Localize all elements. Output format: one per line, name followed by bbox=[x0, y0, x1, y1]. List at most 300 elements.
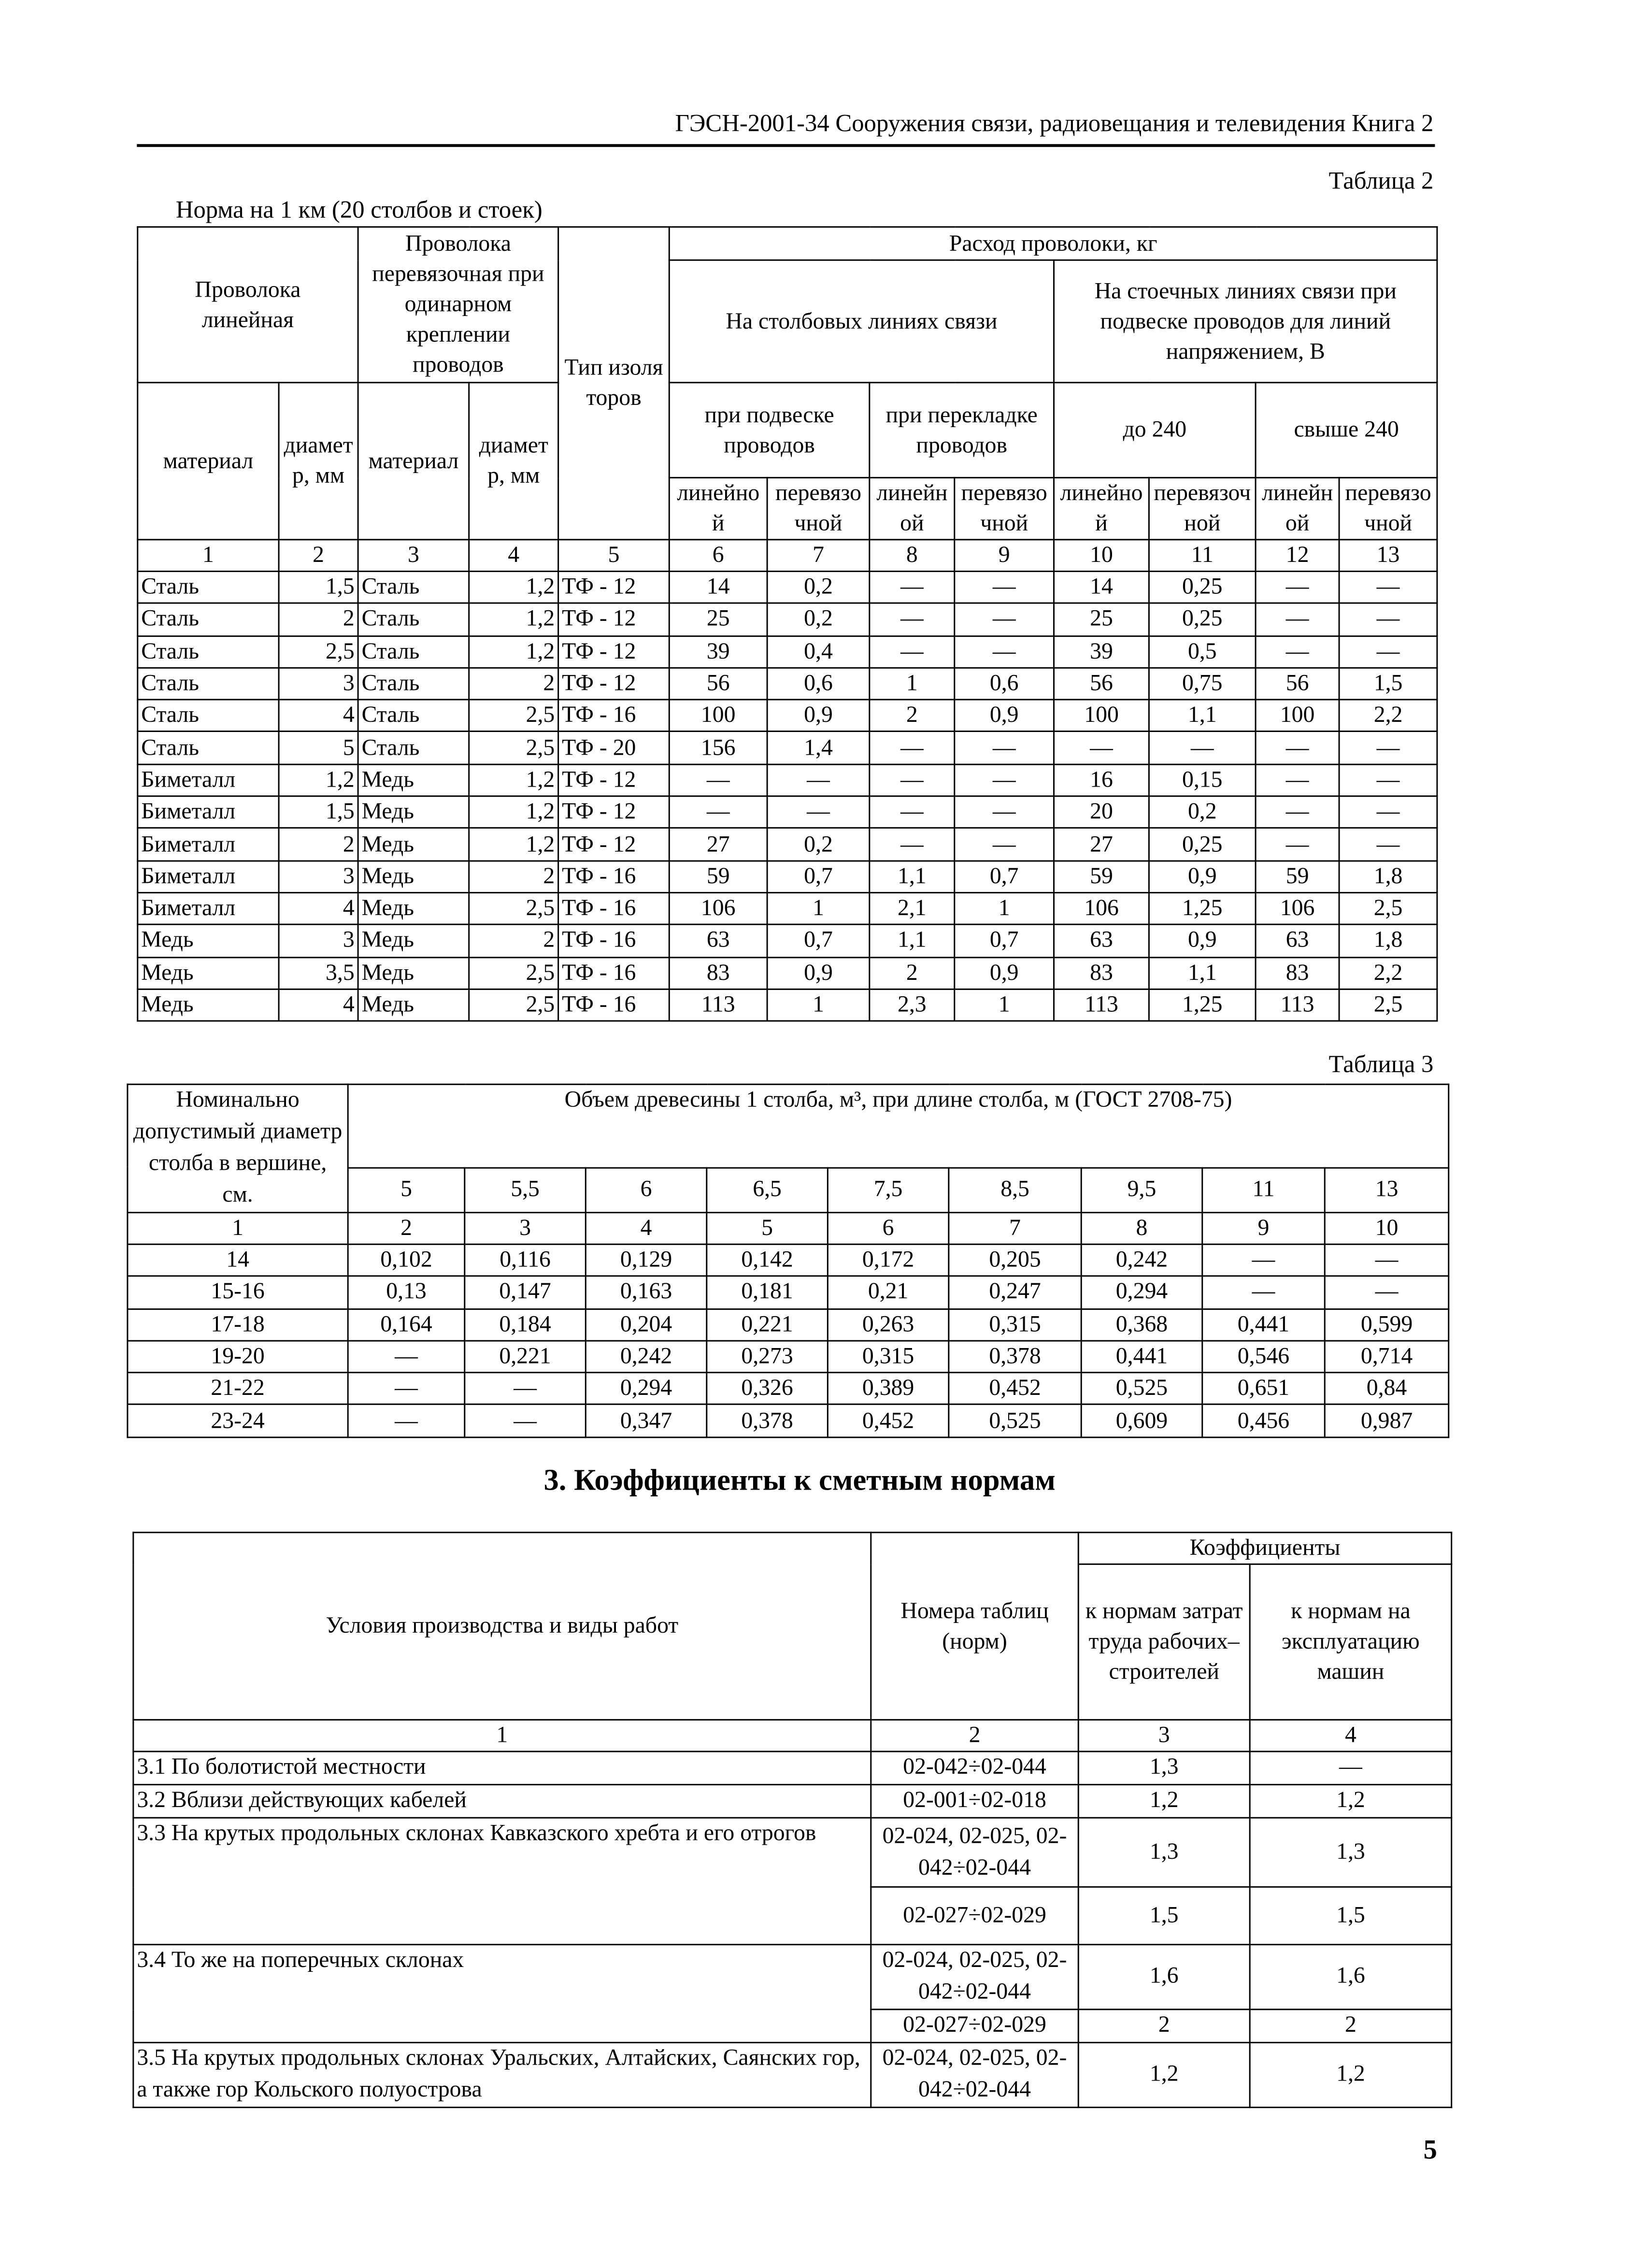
header-length: 6 bbox=[586, 1168, 707, 1213]
table-cell: 1,8 bbox=[1339, 861, 1437, 892]
column-number: 7 bbox=[767, 540, 870, 572]
table-cell: ТФ - 12 bbox=[558, 828, 670, 860]
table-cell: 0,205 bbox=[949, 1244, 1081, 1276]
header-pole-lines: На столбовых линиях связи bbox=[669, 260, 1054, 382]
table-row bbox=[133, 2042, 1452, 2107]
table-cell: 20 bbox=[1054, 796, 1149, 828]
table-cell: 113 bbox=[1054, 989, 1149, 1021]
table-cell: Сталь bbox=[358, 571, 469, 603]
column-number: 1 bbox=[138, 540, 279, 572]
table-cell: — bbox=[1256, 635, 1339, 667]
table-cell: — bbox=[1339, 603, 1437, 635]
column-number: 8 bbox=[1081, 1213, 1202, 1245]
table-row bbox=[138, 828, 1437, 860]
table-cell: — bbox=[1339, 732, 1437, 764]
table-cell: 0,204 bbox=[586, 1308, 707, 1340]
table-cell: ТФ - 12 bbox=[558, 764, 670, 796]
table-cell: 1,5 bbox=[279, 796, 358, 828]
table-cell: 25 bbox=[1054, 603, 1149, 635]
coefficient: 1,5 bbox=[1250, 1887, 1452, 1944]
table-cell: 0,2 bbox=[767, 828, 870, 860]
section-title: 3. Коэффициенты к сметным нормам bbox=[543, 1463, 1056, 1497]
column-number: 1 bbox=[128, 1213, 348, 1245]
table-cell: 1,2 bbox=[469, 635, 558, 667]
table-cell: 2,2 bbox=[1339, 700, 1437, 732]
table-cell: 56 bbox=[1256, 668, 1339, 700]
table-cell: 59 bbox=[669, 861, 767, 892]
table-cell: Сталь bbox=[138, 732, 279, 764]
table-cell: 0,221 bbox=[707, 1308, 828, 1340]
table-cell: 21-22 bbox=[128, 1373, 348, 1405]
table-cell: 0,315 bbox=[828, 1341, 949, 1373]
table-cell: 106 bbox=[1256, 892, 1339, 924]
table-cell: 0,247 bbox=[949, 1277, 1081, 1308]
table-cell: 56 bbox=[1054, 668, 1149, 700]
column-number: 7 bbox=[949, 1213, 1081, 1245]
table-cell: 0,389 bbox=[828, 1373, 949, 1405]
column-number: 10 bbox=[1054, 540, 1149, 572]
header-pole-diameter: Номинально допустимый диаметр столба в вершине, см. bbox=[128, 1084, 348, 1212]
column-number: 12 bbox=[1256, 540, 1339, 572]
table-cell: — bbox=[465, 1373, 586, 1405]
column-number: 3 bbox=[1078, 1720, 1250, 1751]
table-cell: 0,546 bbox=[1202, 1341, 1325, 1373]
coefficient: 1,2 bbox=[1250, 1785, 1452, 1818]
coefficient: 1,5 bbox=[1078, 1887, 1250, 1944]
column-number: 5 bbox=[707, 1213, 828, 1245]
table-cell: 59 bbox=[1256, 861, 1339, 892]
table-cell: 2,2 bbox=[1339, 957, 1437, 989]
column-numbers-row bbox=[128, 1213, 1449, 1245]
table-cell: Сталь bbox=[358, 603, 469, 635]
table3-label: Таблица 3 bbox=[1328, 1050, 1434, 1078]
running-header: ГЭСН-2001-34 Сооружения связи, радиовещания и телевидения Книга 2 bbox=[675, 109, 1434, 137]
table-cell: 2 bbox=[469, 925, 558, 957]
table-cell: — bbox=[1339, 828, 1437, 860]
table-cell: 2,3 bbox=[870, 989, 955, 1021]
table-cell: 100 bbox=[669, 700, 767, 732]
table-cell: 0,273 bbox=[707, 1341, 828, 1373]
table-cell: — bbox=[767, 796, 870, 828]
table-cell: 113 bbox=[669, 989, 767, 1021]
header-coefficients: Коэффициенты bbox=[1078, 1533, 1451, 1565]
header-machines: к нормам на эксплуатацию машин bbox=[1250, 1564, 1452, 1720]
table-cell: 83 bbox=[1054, 957, 1149, 989]
table-cell: 0,4 bbox=[767, 635, 870, 667]
table-cell: — bbox=[1149, 732, 1256, 764]
table-row bbox=[138, 957, 1437, 989]
table-cell: 1,1 bbox=[870, 925, 955, 957]
table-numbers: 02-027÷02-029 bbox=[871, 2010, 1078, 2043]
table-cell: — bbox=[1054, 732, 1149, 764]
table-cell: Сталь bbox=[138, 668, 279, 700]
column-number: 1 bbox=[133, 1720, 871, 1751]
table-cell: Медь bbox=[138, 957, 279, 989]
table-row bbox=[138, 989, 1437, 1021]
table-cell: 1,2 bbox=[469, 571, 558, 603]
table-cell: — bbox=[1256, 571, 1339, 603]
table2-label: Таблица 2 bbox=[1328, 167, 1434, 195]
table-cell: Сталь bbox=[358, 635, 469, 667]
table-cell: 0,7 bbox=[955, 861, 1054, 892]
table-cell: 1 bbox=[767, 892, 870, 924]
table-cell: — bbox=[1325, 1244, 1449, 1276]
table-cell: — bbox=[1339, 635, 1437, 667]
condition-label: 3.1 По болотистой местности bbox=[133, 1751, 871, 1785]
table-row bbox=[138, 732, 1437, 764]
table-cell: — bbox=[870, 732, 955, 764]
column-number: 5 bbox=[558, 540, 670, 572]
header-conditions: Условия производства и виды работ bbox=[133, 1533, 871, 1720]
table-cell: 0,25 bbox=[1149, 603, 1256, 635]
table-row bbox=[138, 925, 1437, 957]
table-cell: Биметалл bbox=[138, 861, 279, 892]
table-cell: ТФ - 12 bbox=[558, 571, 670, 603]
table-cell: 106 bbox=[669, 892, 767, 924]
header-consumption: Расход проволоки, кг bbox=[669, 227, 1437, 260]
table-cell: 2 bbox=[469, 861, 558, 892]
table-cell: 16 bbox=[1054, 764, 1149, 796]
table-cell: Медь bbox=[358, 989, 469, 1021]
column-number: 13 bbox=[1339, 540, 1437, 572]
table-cell: — bbox=[348, 1341, 465, 1373]
table-cell: 23-24 bbox=[128, 1405, 348, 1437]
table-cell: 3,5 bbox=[279, 957, 358, 989]
table-cell: 156 bbox=[669, 732, 767, 764]
table-cell: 14 bbox=[128, 1244, 348, 1276]
table-cell: 0,378 bbox=[949, 1341, 1081, 1373]
table-cell: Медь bbox=[138, 925, 279, 957]
header-diameter-tie: диаметр, мм bbox=[469, 383, 558, 540]
table-cell: Сталь bbox=[138, 700, 279, 732]
table-numbers: 02-024, 02-025, 02-042÷02-044 bbox=[871, 2042, 1078, 2107]
table-cell: 14 bbox=[1054, 571, 1149, 603]
table-cell: 0,9 bbox=[955, 957, 1054, 989]
table-cell: 0,452 bbox=[949, 1373, 1081, 1405]
table-cell: — bbox=[1339, 571, 1437, 603]
table-cell: — bbox=[669, 796, 767, 828]
table-cell: ТФ - 16 bbox=[558, 957, 670, 989]
table-cell: 0,378 bbox=[707, 1405, 828, 1437]
column-number: 3 bbox=[358, 540, 469, 572]
table-row bbox=[128, 1341, 1449, 1373]
header-sub-2: линейной bbox=[870, 478, 955, 540]
coefficient: 1,3 bbox=[1250, 1818, 1452, 1887]
table-cell: 1 bbox=[955, 892, 1054, 924]
table-cell: 0,452 bbox=[828, 1405, 949, 1437]
table-numbers: 02-001÷02-018 bbox=[871, 1785, 1078, 1818]
table-cell: 2 bbox=[279, 828, 358, 860]
coefficient: 1,6 bbox=[1078, 1945, 1250, 2010]
table-cell: 0,84 bbox=[1325, 1373, 1449, 1405]
table-row bbox=[138, 571, 1437, 603]
column-number: 6 bbox=[828, 1213, 949, 1245]
column-number: 8 bbox=[870, 540, 955, 572]
table-cell: Медь bbox=[358, 828, 469, 860]
table-row bbox=[138, 892, 1437, 924]
table-cell: 0,172 bbox=[828, 1244, 949, 1276]
table-cell: 63 bbox=[1054, 925, 1149, 957]
header-length: 11 bbox=[1202, 1168, 1325, 1213]
table-cell: — bbox=[870, 764, 955, 796]
table-cell: 100 bbox=[1256, 700, 1339, 732]
table-cell: 14 bbox=[669, 571, 767, 603]
coefficient: 1,2 bbox=[1078, 2042, 1250, 2107]
table-cell: 1 bbox=[955, 989, 1054, 1021]
table-cell: — bbox=[955, 635, 1054, 667]
table-cell: 0,2 bbox=[767, 603, 870, 635]
table-cell: 1,2 bbox=[469, 764, 558, 796]
table-cell: Сталь bbox=[358, 732, 469, 764]
table-cell: 0,9 bbox=[767, 957, 870, 989]
table-cell: ТФ - 16 bbox=[558, 989, 670, 1021]
table-row bbox=[128, 1244, 1449, 1276]
table-cell: 3 bbox=[279, 668, 358, 700]
table-cell: ТФ - 12 bbox=[558, 635, 670, 667]
table-row bbox=[138, 603, 1437, 635]
table-cell: 56 bbox=[669, 668, 767, 700]
column-number: 2 bbox=[348, 1213, 465, 1245]
header-relaying: при перекладке проводов bbox=[870, 383, 1054, 478]
table-cell: ТФ - 16 bbox=[558, 861, 670, 892]
header-sub-4: линейной bbox=[1054, 478, 1149, 540]
header-length: 13 bbox=[1325, 1168, 1449, 1213]
condition-label: 3.3 На крутых продольных склонах Кавказского хребта и его отрогов bbox=[133, 1818, 871, 1944]
table-cell: Медь bbox=[358, 925, 469, 957]
coefficient: 1,3 bbox=[1078, 1751, 1250, 1785]
table-cell: 2,5 bbox=[469, 957, 558, 989]
table-cell: 39 bbox=[669, 635, 767, 667]
table-cell: 0,441 bbox=[1202, 1308, 1325, 1340]
header-sub-5: перевязочной bbox=[1149, 478, 1256, 540]
table-cell: 1,5 bbox=[1339, 668, 1437, 700]
table-cell: 4 bbox=[279, 892, 358, 924]
table-cell: 59 bbox=[1054, 861, 1149, 892]
header-diameter: диаметр, мм bbox=[279, 383, 358, 540]
header-sub-3: перевязочной bbox=[955, 478, 1054, 540]
table-cell: 2,1 bbox=[870, 892, 955, 924]
table-cell: — bbox=[870, 796, 955, 828]
table-cell: — bbox=[1339, 796, 1437, 828]
table-row bbox=[138, 668, 1437, 700]
table-cell: 0,7 bbox=[767, 925, 870, 957]
table-cell: 1,1 bbox=[1149, 957, 1256, 989]
table-cell: 3 bbox=[279, 925, 358, 957]
condition-label: 3.5 На крутых продольных склонах Уральских, Алтайских, Саянских гор, а также гор Кольского полуострова bbox=[133, 2042, 871, 2107]
table-cell: ТФ - 20 bbox=[558, 732, 670, 764]
table-cell: 1,2 bbox=[469, 796, 558, 828]
table-cell: 0,263 bbox=[828, 1308, 949, 1340]
table-cell: 15-16 bbox=[128, 1277, 348, 1308]
header-wire-tie: Проволока перевязочная при одинарном креплении проводов bbox=[358, 227, 558, 383]
header-rule bbox=[137, 144, 1435, 146]
condition-label: 3.2 Вблизи действующих кабелей bbox=[133, 1785, 871, 1818]
header-sub-6: линейной bbox=[1256, 478, 1339, 540]
table-cell: 2 bbox=[469, 668, 558, 700]
table-cell: 0,326 bbox=[707, 1373, 828, 1405]
table-cell: 1,25 bbox=[1149, 989, 1256, 1021]
header-over-240: свыше 240 bbox=[1256, 383, 1437, 478]
table-row bbox=[138, 861, 1437, 892]
header-upto-240: до 240 bbox=[1054, 383, 1256, 478]
table-row bbox=[133, 1945, 1452, 2010]
table-cell: 0,25 bbox=[1149, 828, 1256, 860]
table-cell: 4 bbox=[279, 700, 358, 732]
table-cell: — bbox=[1339, 764, 1437, 796]
table-cell: 0,714 bbox=[1325, 1341, 1449, 1373]
table-cell: 0,147 bbox=[465, 1277, 586, 1308]
page-number: 5 bbox=[1423, 2135, 1437, 2166]
table-cell: 19-20 bbox=[128, 1341, 348, 1373]
table-cell: — bbox=[1256, 603, 1339, 635]
header-labor: к нормам затрат труда рабочих–строителей bbox=[1078, 1564, 1250, 1720]
table-row bbox=[138, 764, 1437, 796]
table-cell: — bbox=[348, 1405, 465, 1437]
table-cell: 0,6 bbox=[767, 668, 870, 700]
column-number: 10 bbox=[1325, 1213, 1449, 1245]
table-cell: 0,21 bbox=[828, 1277, 949, 1308]
column-number: 2 bbox=[279, 540, 358, 572]
header-material: материал bbox=[138, 383, 279, 540]
table-cell: 83 bbox=[669, 957, 767, 989]
column-number: 6 bbox=[669, 540, 767, 572]
table-cell: 0,184 bbox=[465, 1308, 586, 1340]
table-cell: 0,2 bbox=[767, 571, 870, 603]
table-cell: 25 bbox=[669, 603, 767, 635]
column-number: 4 bbox=[586, 1213, 707, 1245]
coefficients-table bbox=[132, 1532, 1452, 2108]
table-cell: 2,5 bbox=[1339, 892, 1437, 924]
table-cell: Медь bbox=[358, 957, 469, 989]
table-cell: 0,9 bbox=[955, 700, 1054, 732]
table-cell: 0,599 bbox=[1325, 1308, 1449, 1340]
header-insulator: Тип изоляторов bbox=[558, 227, 670, 540]
coefficient: 1,3 bbox=[1078, 1818, 1250, 1887]
table-cell: Сталь bbox=[138, 603, 279, 635]
header-wire-line: Проволока линейная bbox=[138, 227, 358, 383]
table-cell: — bbox=[1325, 1277, 1449, 1308]
table-cell: 0,13 bbox=[348, 1277, 465, 1308]
table-cell: 100 bbox=[1054, 700, 1149, 732]
table-cell: 0,609 bbox=[1081, 1405, 1202, 1437]
table-cell: — bbox=[348, 1373, 465, 1405]
table-cell: 1,1 bbox=[870, 861, 955, 892]
table-cell: 2,5 bbox=[279, 635, 358, 667]
table-cell: — bbox=[955, 732, 1054, 764]
table-cell: 1,2 bbox=[469, 603, 558, 635]
table-cell: — bbox=[870, 828, 955, 860]
table-numbers: 02-027÷02-029 bbox=[871, 1887, 1078, 1944]
table-cell: — bbox=[1256, 732, 1339, 764]
header-wood-volume: Объем древесины 1 столба, м³, при длине столба, м (ГОСТ 2708-75) bbox=[348, 1084, 1449, 1168]
table-cell: 2 bbox=[870, 700, 955, 732]
table-cell: 0,242 bbox=[586, 1341, 707, 1373]
table-cell: 0,2 bbox=[1149, 796, 1256, 828]
table-cell: 0,456 bbox=[1202, 1405, 1325, 1437]
table-cell: — bbox=[870, 635, 955, 667]
table-cell: 106 bbox=[1054, 892, 1149, 924]
table-cell: 63 bbox=[1256, 925, 1339, 957]
column-number: 11 bbox=[1149, 540, 1256, 572]
table-cell: 2,5 bbox=[469, 892, 558, 924]
table-cell: 0,102 bbox=[348, 1244, 465, 1276]
table-row bbox=[128, 1308, 1449, 1340]
table-cell: ТФ - 16 bbox=[558, 925, 670, 957]
table-cell: — bbox=[1202, 1244, 1325, 1276]
table-cell: 5 bbox=[279, 732, 358, 764]
table-cell: Медь bbox=[138, 989, 279, 1021]
header-sub-7: перевязочной bbox=[1339, 478, 1437, 540]
coefficient: 1,2 bbox=[1078, 1785, 1250, 1818]
table-cell: — bbox=[465, 1405, 586, 1437]
table-cell: 0,163 bbox=[586, 1277, 707, 1308]
header-sub-1: перевязочной bbox=[767, 478, 870, 540]
table-cell: 0,164 bbox=[348, 1308, 465, 1340]
table2-caption: Норма на 1 км (20 столбов и стоек) bbox=[175, 196, 543, 224]
table-cell: 1 bbox=[767, 989, 870, 1021]
table-cell: 2 bbox=[870, 957, 955, 989]
table-cell: — bbox=[955, 796, 1054, 828]
table-cell: 0,347 bbox=[586, 1405, 707, 1437]
table-cell: 0,242 bbox=[1081, 1244, 1202, 1276]
table-cell: 0,142 bbox=[707, 1244, 828, 1276]
table-cell: ТФ - 16 bbox=[558, 892, 670, 924]
table-cell: 1,25 bbox=[1149, 892, 1256, 924]
header-length: 5 bbox=[348, 1168, 465, 1213]
table-cell: 0,987 bbox=[1325, 1405, 1449, 1437]
table-cell: 1,8 bbox=[1339, 925, 1437, 957]
table-cell: 2,5 bbox=[469, 989, 558, 1021]
table-cell: — bbox=[1256, 764, 1339, 796]
table-cell: — bbox=[1256, 796, 1339, 828]
table-cell: 1,4 bbox=[767, 732, 870, 764]
table-cell: 0,294 bbox=[1081, 1277, 1202, 1308]
table-cell: 0,294 bbox=[586, 1373, 707, 1405]
column-numbers-row bbox=[138, 540, 1437, 572]
table-cell: 2,5 bbox=[469, 732, 558, 764]
table-cell: Биметалл bbox=[138, 796, 279, 828]
column-number: 9 bbox=[1202, 1213, 1325, 1245]
table-cell: 2 bbox=[279, 603, 358, 635]
table-cell: 0,7 bbox=[767, 861, 870, 892]
table-cell: Сталь bbox=[358, 700, 469, 732]
table-row bbox=[133, 1785, 1452, 1818]
header-sub-0: линейной bbox=[669, 478, 767, 540]
table-row bbox=[128, 1405, 1449, 1437]
table-cell: — bbox=[870, 571, 955, 603]
table-cell: 0,368 bbox=[1081, 1308, 1202, 1340]
table-row bbox=[138, 700, 1437, 732]
table-cell: 0,9 bbox=[1149, 925, 1256, 957]
table-cell: ТФ - 12 bbox=[558, 668, 670, 700]
table-cell: 0,5 bbox=[1149, 635, 1256, 667]
table-cell: 0,441 bbox=[1081, 1341, 1202, 1373]
header-length: 5,5 bbox=[465, 1168, 586, 1213]
pole-wood-volume-table bbox=[127, 1084, 1449, 1438]
table-cell: 0,7 bbox=[955, 925, 1054, 957]
table-cell: 0,129 bbox=[586, 1244, 707, 1276]
table-cell: 17-18 bbox=[128, 1308, 348, 1340]
table-cell: 0,181 bbox=[707, 1277, 828, 1308]
header-hanging: при подвеске проводов bbox=[669, 383, 870, 478]
table-cell: — bbox=[955, 603, 1054, 635]
header-table-numbers: Номера таблиц (норм) bbox=[871, 1533, 1078, 1720]
table-numbers: 02-042÷02-044 bbox=[871, 1751, 1078, 1785]
table-cell: 1 bbox=[870, 668, 955, 700]
table-cell: 0,525 bbox=[1081, 1373, 1202, 1405]
table-cell: 0,9 bbox=[1149, 861, 1256, 892]
table-cell: 0,6 bbox=[955, 668, 1054, 700]
